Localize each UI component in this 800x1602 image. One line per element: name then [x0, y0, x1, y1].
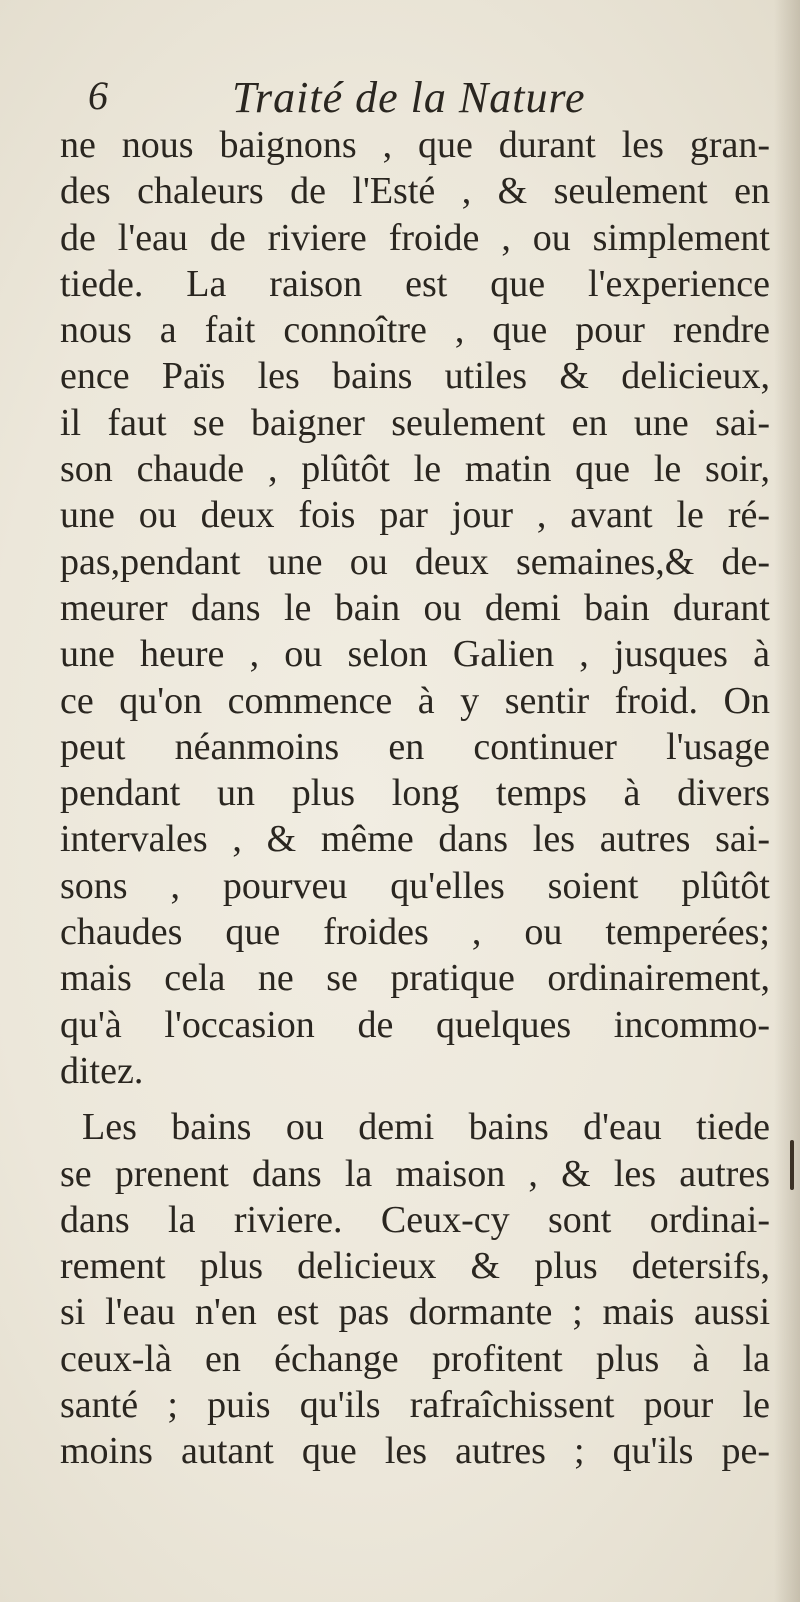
- binding-mark: [790, 1140, 794, 1190]
- text-line: sons , pourveu qu'elles soient plûtôt: [60, 864, 770, 907]
- text-line: ce qu'on commence à y sentir froid. On: [60, 679, 770, 722]
- text-line: moins autant que les autres ; qu'ils pe-: [60, 1430, 770, 1473]
- text-line: santé ; puis qu'ils rafraîchissent pour le: [60, 1384, 770, 1427]
- text-line: intervales , & même dans les autres sai-: [60, 818, 770, 861]
- text-line: son chaude , plûtôt le matin que le soir,: [60, 448, 770, 491]
- text-line: peut néanmoins en continuer l'usage: [60, 725, 770, 768]
- text-line: nous a fait connoître , que pour rendre: [60, 309, 770, 352]
- paragraph-2: [60, 1104, 770, 1474]
- text-line: tiede. La raison est que l'experience: [60, 262, 770, 305]
- text-line: des chaleurs de l'Esté , & seulement en: [60, 170, 770, 213]
- text-line: de l'eau de riviere froide , ou simplement: [60, 216, 770, 259]
- page-header: [82, 70, 742, 130]
- text-line: ceux-là en échange profitent plus à la: [60, 1337, 770, 1380]
- page-number: 6: [88, 73, 108, 118]
- paragraph-1: [60, 122, 770, 1094]
- running-title: Traité de la Nature: [232, 73, 586, 122]
- text-line: meurer dans le bain ou demi bain durant: [60, 586, 770, 629]
- text-line: pendant un plus long temps à divers: [60, 772, 770, 815]
- text-line: dans la riviere. Ceux-cy sont ordinai-: [60, 1198, 770, 1241]
- text-line: si l'eau n'en est pas dormante ; mais aussi: [60, 1291, 770, 1334]
- text-line: il faut se baigner seulement en une sai-: [60, 401, 770, 444]
- text-line: qu'à l'occasion de quelques incommo-: [60, 1003, 770, 1046]
- text-line: une ou deux fois par jour , avant le ré-: [60, 494, 770, 537]
- text-line: pas,pendant une ou deux semaines,& de-: [60, 540, 770, 583]
- text-line: rement plus delicieux & plus detersifs,: [60, 1245, 770, 1288]
- text-line: ditez.: [60, 1049, 144, 1092]
- text-line: Les bains ou demi bains d'eau tiede: [82, 1106, 770, 1149]
- text-line: une heure , ou selon Galien , jusques à: [60, 633, 770, 676]
- text-line: ence Païs les bains utiles & delicieux,: [60, 355, 770, 398]
- paragraph-gap: [60, 1094, 770, 1104]
- text-line: se prenent dans la maison , & les autres: [60, 1152, 770, 1195]
- body-text: [60, 122, 770, 1475]
- text-line: ne nous baignons , que durant les gran-: [60, 124, 770, 166]
- text-line: chaudes que froides , ou temperées;: [60, 911, 770, 954]
- text-line: mais cela ne se pratique ordinairement,: [60, 957, 770, 1000]
